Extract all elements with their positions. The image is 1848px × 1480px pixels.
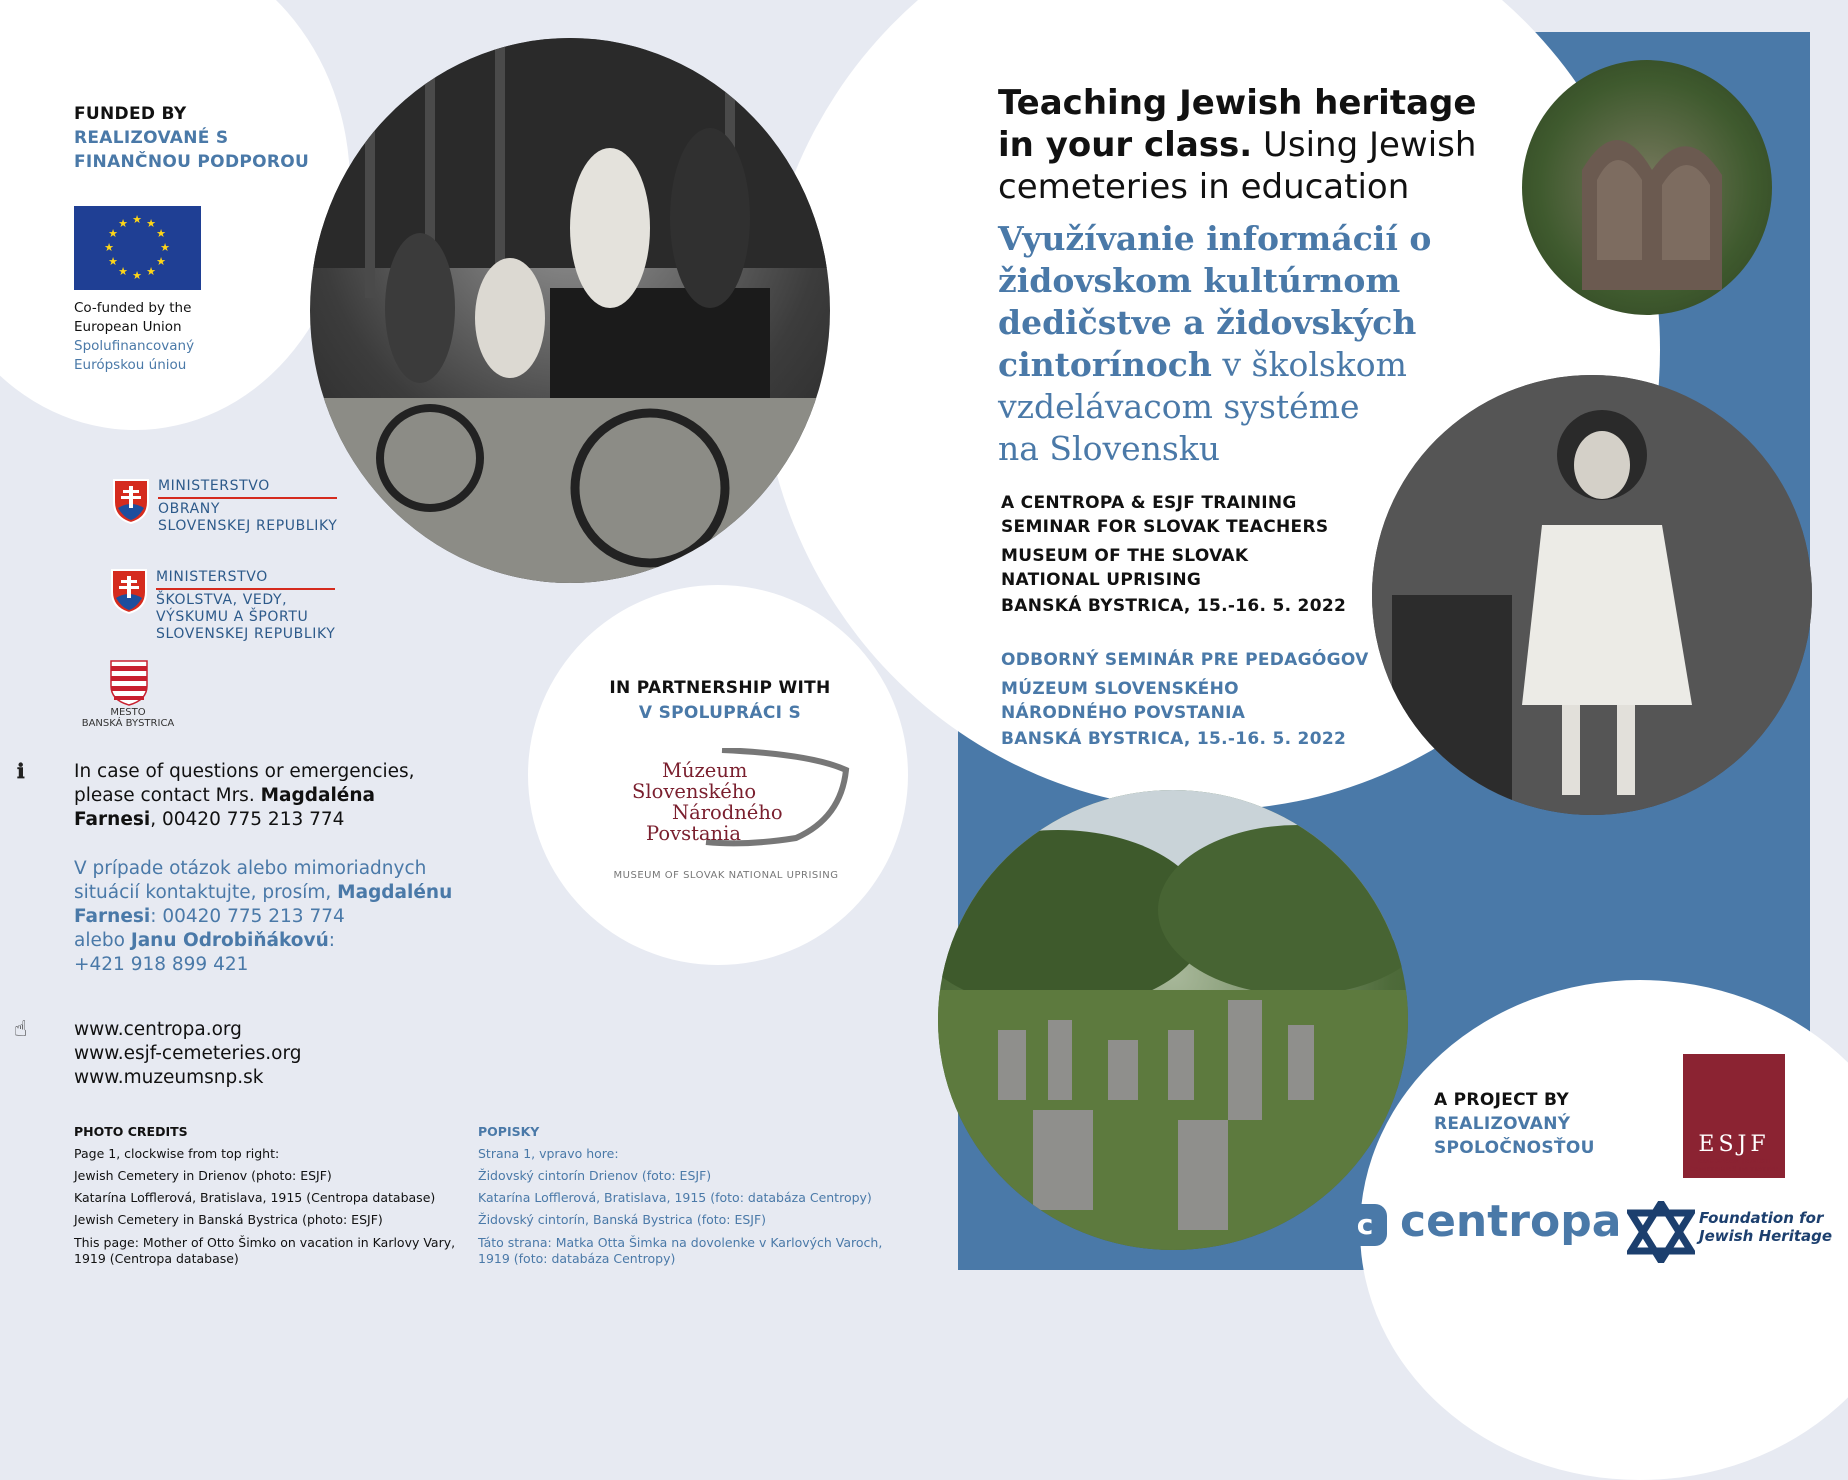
headline-en-2 [998,124,1476,166]
contact-sk-1: V prípade otázok alebo mimoriadnych [74,858,427,879]
event-en-3: MUSEUM OF THE SLOVAK [1001,546,1249,566]
contact-en-3-name: Farnesi [74,809,151,830]
city-text [72,707,184,729]
headline-sk-4-rest: v školskom [1211,345,1407,384]
svg-text:★: ★ [156,255,166,268]
event-sk-4: BANSKÁ BYSTRICA, 15.-16. 5. 2022 [1001,729,1347,749]
esjf-sub-2: CEMETERIES INITIATIVE [1689,1165,1779,1173]
event-sk [1001,648,1369,751]
contact-sk-3-post: : 00420 775 213 774 [150,906,345,927]
ministry-defence-text [158,478,337,535]
credits-en-title: PHOTO CREDITS [74,1124,188,1139]
ministry-education-l3: SLOVENSKEJ REPUBLIKY [156,626,336,642]
credits-sk-l4: Židovský cintorín, Banská Bystrica (foto: ESJF) [478,1212,767,1227]
project-sk-1: REALIZOVANÝ [1434,1114,1571,1134]
headline-en-2-bold: in your class. [998,125,1253,165]
museum-name [596,760,783,844]
contact-sk-3 [74,905,452,929]
headline-sk-3: dedičstve a židovských [998,303,1417,342]
contact-sk-4-name: Janu Odrobiňákovú [130,930,329,951]
credits-en-l4: Jewish Cemetery in Banská Bystrica (photo: ESJF) [74,1212,383,1227]
funded-by-sk-2: FINANČNOU PODPOROU [74,152,310,172]
museum-name-4: Povstania [646,822,741,845]
gravestone-illustration [1522,60,1772,315]
info-icon: ℹ [17,759,25,783]
contact-sk-5: +421 918 899 421 [74,954,249,975]
contact-sk-4-post: : [328,930,335,951]
star-of-david-icon [1627,1201,1695,1263]
svg-text:★: ★ [146,217,156,230]
credits-sk-l1: Strana 1, vpravo hore: [478,1146,619,1161]
contact-sk-4-pre: alebo [74,930,131,951]
contact-sk-2 [74,881,452,905]
contact-en-2-pre: please contact Mrs. [74,785,261,806]
partnership-en: IN PARTNERSHIP WITH [609,678,831,698]
contact-en-1: In case of questions or emergencies, [74,761,415,782]
credits-sk-title: POPISKY [478,1124,540,1139]
pointer-hand-icon: ☝ [14,1017,28,1042]
project-sk-2: SPOLOČNOSŤOU [1434,1138,1595,1158]
ministry-defence-logo [112,478,150,528]
svg-text:★: ★ [132,269,142,282]
event-en-2: SEMINAR FOR SLOVAK TEACHERS [1001,517,1329,537]
headline-en-3: cemeteries in education [998,167,1410,207]
contact-sk-2-name: Magdalénu [337,882,453,903]
eu-sk-2: Európskou úniou [74,357,187,373]
headline-sk-5: vzdelávacom systéme [998,387,1360,426]
contact-en-2-name: Magdaléna [260,785,375,806]
event-en-5: BANSKÁ BYSTRICA, 15.-16. 5. 2022 [1001,596,1347,616]
museum-name-3: Národného [672,801,783,824]
link-muzeumsnp[interactable]: www.muzeumsnp.sk [74,1067,264,1088]
credits-sk-l5: Táto strana: Matka Otta Šimka na dovolenke v Karlových Varoch, [478,1235,883,1250]
ministry-education-l1: ŠKOLSTVA, VEDY, [156,592,288,608]
credits-en-l2: Jewish Cemetery in Drienov (photo: ESJF) [74,1168,332,1183]
svg-text:★: ★ [156,227,166,240]
headline-sk-4-bold: cintorínoch [998,345,1212,384]
city-l1: MESTO [110,707,146,718]
svg-text:★: ★ [118,217,128,230]
credits-en [74,1121,455,1267]
event-en-4: NATIONAL UPRISING [1001,570,1202,590]
museum-logo [596,748,856,881]
svg-text:★: ★ [132,213,142,226]
eu-sk-1: Spolufinancovaný [74,338,195,354]
ministry-education-logo [110,568,148,618]
svg-text:★: ★ [118,265,128,278]
partnership-sk: V SPOLUPRÁCI S [638,703,802,723]
svg-text:★: ★ [108,227,118,240]
headline-sk [998,218,1431,470]
headline-sk-2: židovskom kultúrnom [998,261,1401,300]
city-l2: BANSKÁ BYSTRICA [81,718,175,729]
credits-sk [478,1121,882,1267]
city-coat-of-arms-icon [110,660,148,706]
credits-en-l6: 1919 (Centropa database) [74,1251,239,1266]
esjf-sub-1: EUROPEAN JEWISH [1698,1157,1770,1165]
links-list [74,1018,302,1090]
headline-en-1: Teaching Jewish heritage [998,83,1477,123]
funded-by-title: FUNDED BY [74,104,187,124]
headline-en [998,82,1476,208]
svg-text:★: ★ [104,241,114,254]
headline-sk-6: na Slovensku [998,429,1221,468]
contact-sk-4 [74,929,452,953]
credits-sk-l6: 1919 (foto: databáza Centropy) [478,1251,676,1266]
credits-en-l3: Katarína Lofflerová, Bratislava, 1915 (Centropa database) [74,1190,436,1205]
eu-en-2: European Union [74,319,182,335]
project-en: A PROJECT BY [1434,1090,1569,1110]
slovak-coat-of-arms-icon [110,568,148,614]
carriage-photo [310,38,830,583]
event-sk-3: NÁRODNÉHO POVSTANIA [1001,703,1246,723]
contact-en-3 [74,808,415,832]
museum-en: MUSEUM OF SLOVAK NATIONAL UPRISING [613,870,839,881]
event-en [1001,491,1346,618]
event-en-1: A CENTROPA & ESJF TRAINING [1001,493,1297,513]
funded-by-sk-1: REALIZOVANÉ S [74,128,229,148]
slovak-coat-of-arms-icon [112,478,150,524]
svg-text:★: ★ [160,241,170,254]
cemetery-illustration [938,790,1408,1250]
city-logo [110,660,148,710]
eu-flag-logo [74,206,201,290]
credits-en-l1: Page 1, clockwise from top right: [74,1146,280,1161]
svg-text:★: ★ [146,265,156,278]
headline-en-2-rest: Using Jewish [1252,125,1477,165]
event-sk-1: ODBORNÝ SEMINÁR PRE PEDAGÓGOV [1001,650,1369,670]
centropa-speech-icon: c [1343,1204,1387,1246]
fjh-1: Foundation for [1699,1209,1824,1227]
project-by [1434,1088,1595,1160]
girl-illustration [1372,375,1812,815]
contact-en-3-post: , 00420 775 213 774 [150,809,345,830]
ministry-education-head: MINISTERSTVO [156,569,335,590]
credits-en-l5: This page: Mother of Otto Šimko on vacation in Karlovy Vary, [74,1235,456,1250]
carriage-illustration [310,38,830,583]
fjh-2: Jewish Heritage [1699,1227,1833,1245]
link-esjf[interactable]: www.esjf-cemeteries.org [74,1043,302,1064]
ministry-education-l2: VÝSKUMU A ŠPORTU [156,609,309,625]
ministry-defence-l1: OBRANY [158,501,220,517]
funded-by-block [74,102,309,174]
eu-stars-icon [74,206,201,290]
link-centropa[interactable]: www.centropa.org [74,1019,242,1040]
centropa-wordmark: centropa [1400,1196,1622,1247]
ministry-education-text [156,569,335,643]
headline-sk-1: Využívanie informácií o [998,219,1432,258]
gravestone-photo [1522,60,1772,315]
esjf-subtitle [1683,1157,1785,1173]
contact-sk [74,857,452,977]
fjh-text [1699,1209,1832,1245]
cemetery-photo [938,790,1408,1250]
contact-en-2 [74,784,415,808]
eu-en-1: Co-funded by the [74,300,192,316]
ministry-defence-l2: SLOVENSKEJ REPUBLIKY [158,518,338,534]
ministry-defence-head: MINISTERSTVO [158,478,337,499]
museum-name-2: Slovenského [632,780,757,803]
contact-sk-2-pre: situácií kontaktujte, prosím, [74,882,338,903]
eu-caption [74,299,194,375]
contact-en [74,760,415,832]
event-sk-2: MÚZEUM SLOVENSKÉHO [1001,679,1239,699]
partnership-heading [560,676,880,726]
credits-sk-l2: Židovský cintorín Drienov (foto: ESJF) [478,1168,712,1183]
girl-photo [1372,375,1812,815]
credits-sk-l3: Katarína Lofflerová, Bratislava, 1915 (foto: databáza Centropy) [478,1190,872,1205]
svg-text:★: ★ [108,255,118,268]
headline-sk-4 [998,344,1431,386]
museum-name-1: Múzeum [662,759,748,782]
esjf-letters: ESJF [1698,1132,1770,1157]
contact-sk-3-name: Farnesi [74,906,151,927]
